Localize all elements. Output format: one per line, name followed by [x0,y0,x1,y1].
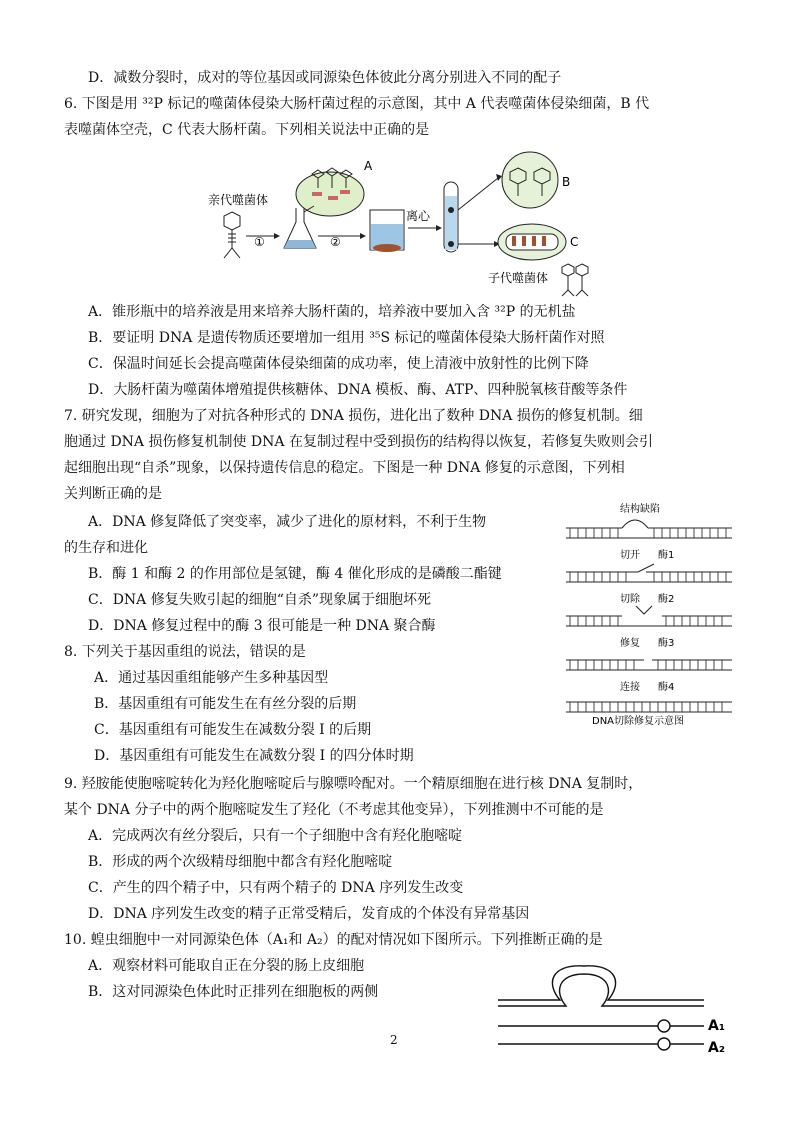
q9-option-b: B．形成的两个次级精母细胞中都含有羟化胞嘧啶 [88,854,393,870]
q7-option-a-line2: 的生存和进化 [64,540,148,556]
repair-caption: DNA切除修复示意图 [592,716,685,727]
phage-infection-figure [200,148,600,298]
enzyme3-label: 酶3 [658,638,675,649]
q7-stem-line1: 7. 研究发现，细胞为了对抗各种形式的 DNA 损伤，进化出了数种 DNA 损伤的修复机制。细 [64,408,643,424]
q6-option-b: B．要证明 DNA 是遗传物质还要增加一组用 ³⁵S 标记的噬菌体侵染大肠杆菌作对照 [88,330,605,346]
infection-box-a [296,168,364,216]
page-number: 2 [390,1033,398,1047]
q10-stem: 10. 蝗虫细胞中一对同源染色体（A₁和 A₂）的配对情况如下图所示。下列推断正确的是 [64,932,603,948]
q7-option-c: C．DNA 修复失败引起的细胞“自杀”现象属于细胞坏死 [88,592,432,608]
q9-option-a: A．完成两次有丝分裂后，只有一个子细胞中含有羟化胞嘧啶 [88,828,463,844]
q7-stem-line2: 胞通过 DNA 损伤修复机制使 DNA 在复制过程中受到损伤的结构得以恢复，若修复失败则会引 [64,434,653,450]
q9-stem-line2: 某个 DNA 分子中的两个胞嘧啶发生了羟化（不考虑其他变异），下列推测中不可能的是 [64,802,604,818]
step-2-label: ② [330,235,341,249]
q6-option-d: D．大肠杆菌为噬菌体增殖提供核糖体、DNA 模板、酶、ATP、四种脱氧核苷酸等条件 [88,382,628,398]
q7-option-b: B．酶 1 和酶 2 的作用部位是氢键，酶 4 催化形成的是磷酸二酯键 [88,566,502,582]
beaker-icon [370,210,404,252]
q7-option-a-line1: A．DNA 修复降低了突变率，减少了进化的原材料，不利于生物 [88,514,487,530]
q8-option-a: A．通过基因重组能够产生多种基因型 [94,670,329,686]
q5-option-d: D．减数分裂时，成对的等位基因或同源染色体彼此分离分别进入不同的配子 [88,70,562,86]
chromosome-a2-label: A₂ [708,1040,725,1056]
child-phage-icon [562,264,588,296]
q8-option-c: C．基因重组有可能发生在减数分裂 I 的后期 [94,722,372,738]
homologous-chromosome-figure [494,964,734,1060]
flask-icon [284,208,316,248]
q6-stem-line2: 表噬菌体空壳，C 代表大肠杆菌。下列相关说法中正确的是 [64,122,430,138]
label-a: A [364,159,373,173]
q8-stem: 8. 下列关于基因重组的说法，错误的是 [64,644,306,660]
q6-option-a: A．锥形瓶中的培养液是用来培养大肠杆菌的，培养液中要加入含 ³²P 的无机盐 [88,304,576,320]
test-tube-icon [444,182,458,252]
q10-option-b: B．这对同源染色体此时正排列在细胞板的两侧 [88,984,379,1000]
defect-label: 结构缺陷 [620,504,660,515]
chromosome-a1-label: A₁ [708,1018,725,1034]
q7-option-d: D．DNA 修复过程中的酶 3 很可能是一种 DNA 聚合酶 [88,618,436,634]
excise-label: 切除 [620,594,640,605]
q8-option-b: B．基因重组有可能发生在有丝分裂的后期 [94,696,357,712]
child-phage-label: 子代噬菌体 [488,271,549,285]
q7-stem-line4: 关判断正确的是 [64,486,162,502]
parent-phage-label: 亲代噬菌体 [208,193,269,207]
label-c: C [570,235,579,249]
centrifuge-label: 离心 [406,209,431,223]
enzyme1-label: 酶1 [658,550,675,561]
parent-phage-icon [224,212,240,258]
q9-option-d: D．DNA 序列发生改变的精子正常受精后，发育成的个体没有异常基因 [88,906,530,922]
q8-option-d: D．基因重组有可能发生在减数分裂 I 的四分体时期 [94,748,414,764]
q7-stem-line3: 起细胞出现“自杀”现象，以保持遗传信息的稳定。下图是一种 DNA 修复的示意图，下列相 [64,460,625,476]
repair-label: 修复 [620,638,640,649]
step-1-label: ① [254,235,265,249]
q6-stem-line1: 6. 下图是用 ³²P 标记的噬菌体侵染大肠杆菌过程的示意图，其中 A 代表噬菌体侵染细菌，B 代 [64,96,650,112]
phage-shell-b [502,152,558,208]
label-b: B [562,175,571,189]
q6-option-c: C．保温时间延长会提高噬菌体侵染细菌的成功率，使上清液中放射性的比例下降 [88,356,589,372]
dna-repair-figure [562,502,738,728]
q9-stem-line1: 9. 羟胺能使胞嘧啶转化为羟化胞嘧啶后与腺嘌呤配对。一个精原细胞在进行核 DNA 复制时， [64,776,643,792]
q9-option-c: C．产生的四个精子中，只有两个精子的 DNA 序列发生改变 [88,880,464,896]
q10-option-a: A．观察材料可能取自正在分裂的肠上皮细胞 [88,958,365,974]
enzyme2-label: 酶2 [658,594,675,605]
cut-label: 切开 [620,550,640,561]
bacterium-c [498,224,566,260]
ligate-label: 连接 [620,682,640,693]
enzyme4-label: 酶4 [658,682,675,693]
